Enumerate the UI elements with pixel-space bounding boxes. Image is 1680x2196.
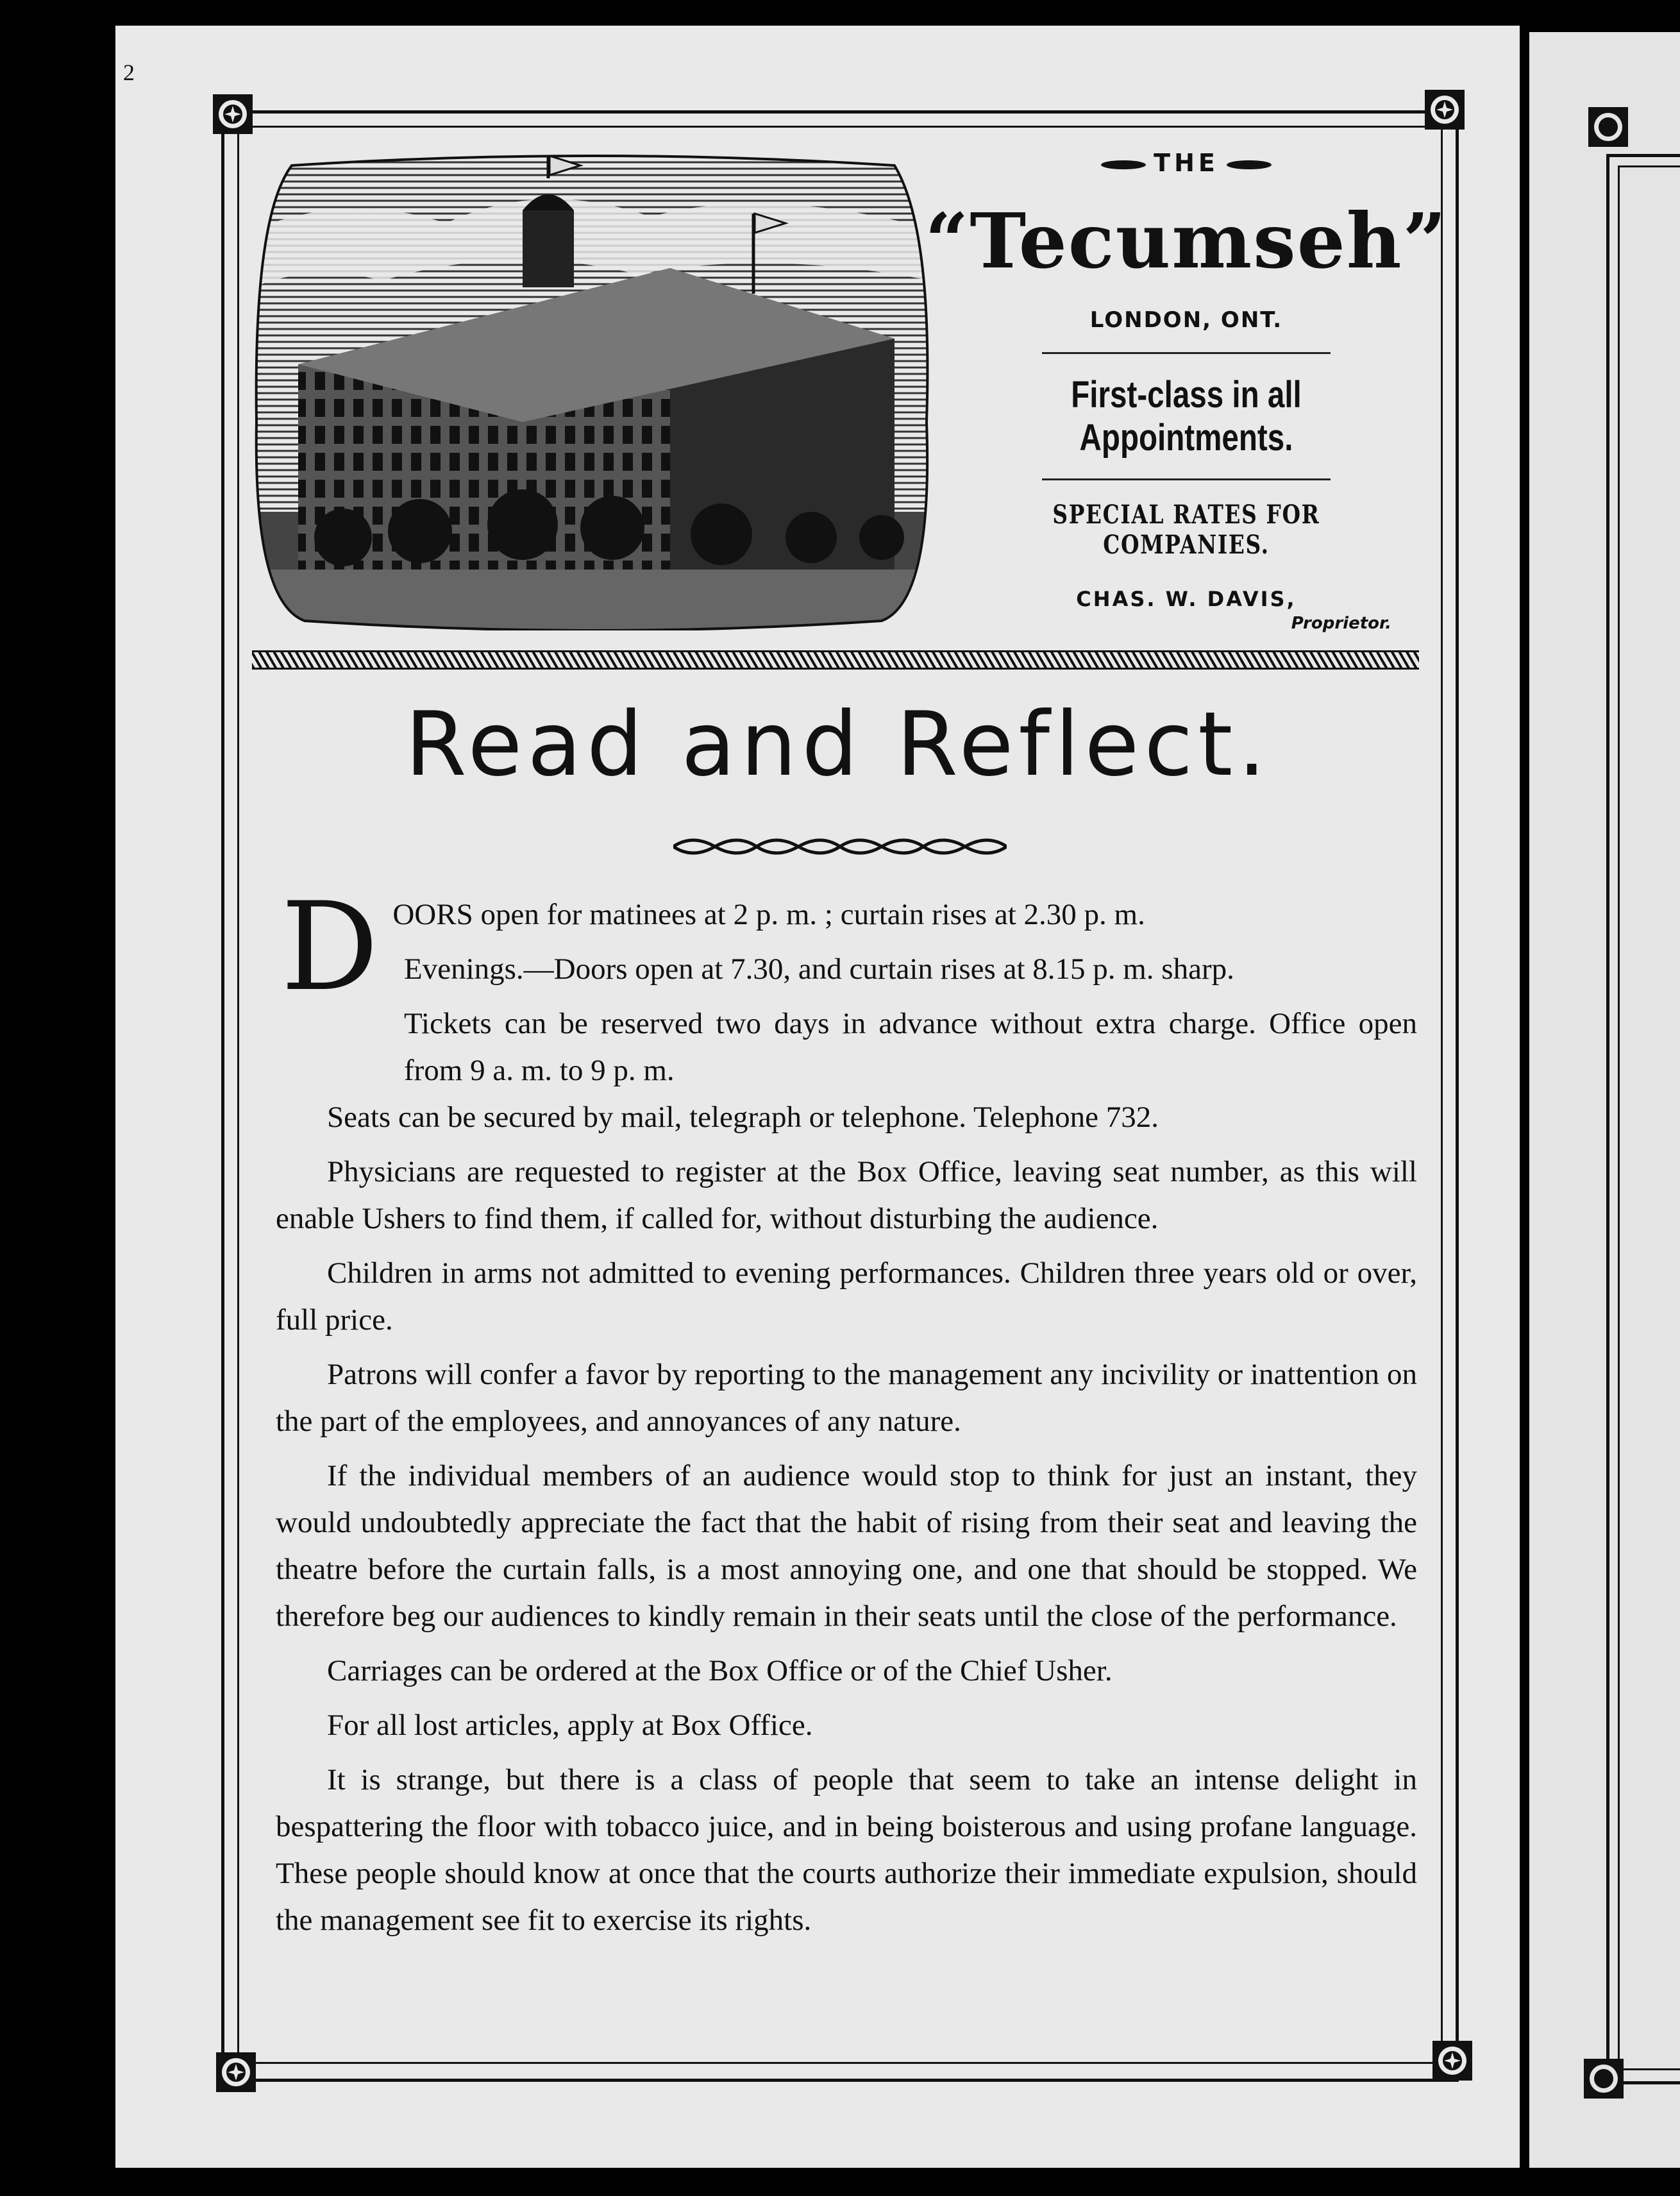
proprietor-name: CHAS. W. DAVIS, — [1076, 587, 1297, 611]
ad-the-line — [923, 149, 1449, 177]
special-rates: SPECIAL RATES FOR COMPANIES. — [1052, 500, 1320, 560]
corner-ornament-icon — [212, 93, 254, 135]
paragraph: Seats can be secured by mail, telegraph or telephone. Telephone 732. — [327, 1101, 1159, 1134]
hotel-tagline: First-class in all Appointments. — [1071, 374, 1302, 459]
wave-ornament-icon — [673, 834, 1007, 859]
corner-ornament-icon — [1424, 89, 1466, 131]
hotel-building-engraving — [253, 153, 933, 630]
adjacent-page — [1529, 32, 1680, 2168]
divider — [1042, 352, 1331, 354]
paragraph — [276, 1001, 1417, 1094]
paragraph: Children in arms not admitted to evening performances. Children three years old or over, full price. — [276, 1256, 1417, 1337]
scroll-ornament-icon — [1227, 160, 1272, 169]
corner-ornament-icon — [1587, 106, 1629, 148]
hotel-city: LONDON, ONT. — [1089, 307, 1283, 333]
hotel-name: “Tecumseh” — [925, 196, 1448, 285]
scroll-ornament-icon — [1101, 160, 1146, 169]
divider — [1042, 478, 1331, 480]
paragraph: Patrons will confer a favor by reporting to the management any incivility or inattention on the part of the employees, and annoyances of any nature. — [276, 1358, 1417, 1438]
page-number: 2 — [123, 60, 135, 85]
paragraph-text: OORS open for matinees at 2 p. m. ; curtain rises at 2.30 p. m. — [392, 898, 1145, 931]
page-title: Read and Reflect. — [405, 693, 1272, 796]
paragraph: If the individual members of an audience would stop to think for just an instant, they would undoubtedly appreciate the fact that the habit of rising from their seat and leaving the theatre before the curtain falls, is a most annoying one, and one that should be stopped. We therefore beg our audiences to kindly remain in their seats until the close of the performance. — [276, 1459, 1417, 1633]
paragraph: Physicians are requested to register at the Box Office, leaving seat number, as this will enable Ushers to find them, if called for, without disturbing the audience. — [276, 1155, 1417, 1235]
ad-the: THE — [1154, 149, 1219, 177]
proprietor-title: Proprietor. — [1291, 614, 1391, 633]
paragraph: It is strange, but there is a class of people that seem to take an intense delight in bespattering the floor with tobacco juice, and in being boisterous and using profane language. These people should know at once that the courts authorize their immediate expulsion, should the management see fit to exercise its rights. — [276, 1763, 1417, 1937]
paragraph: Carriages can be ordered at the Box Office or of the Chief Usher. — [327, 1654, 1113, 1687]
corner-ornament-icon — [1431, 2040, 1474, 2082]
notice-text — [276, 876, 1417, 1952]
paragraph: For all lost articles, apply at Box Office. — [327, 1709, 813, 1742]
drop-cap: D — [281, 876, 379, 1018]
corner-ornament-icon — [215, 2051, 257, 2093]
paragraph: Evenings.—Doors open at 7.30, and curtain rises at 8.15 p. m. sharp. — [404, 952, 1234, 986]
hatched-divider — [252, 650, 1419, 670]
adjacent-page-inner-frame — [1618, 165, 1680, 2070]
hotel-advertisement — [923, 141, 1449, 633]
paragraph-text: Tickets can be reserved two days in advance without extra charge. Office open from 9 a. m. to 9 p. m. — [404, 1007, 1417, 1087]
corner-ornament-icon — [1583, 2057, 1625, 2100]
